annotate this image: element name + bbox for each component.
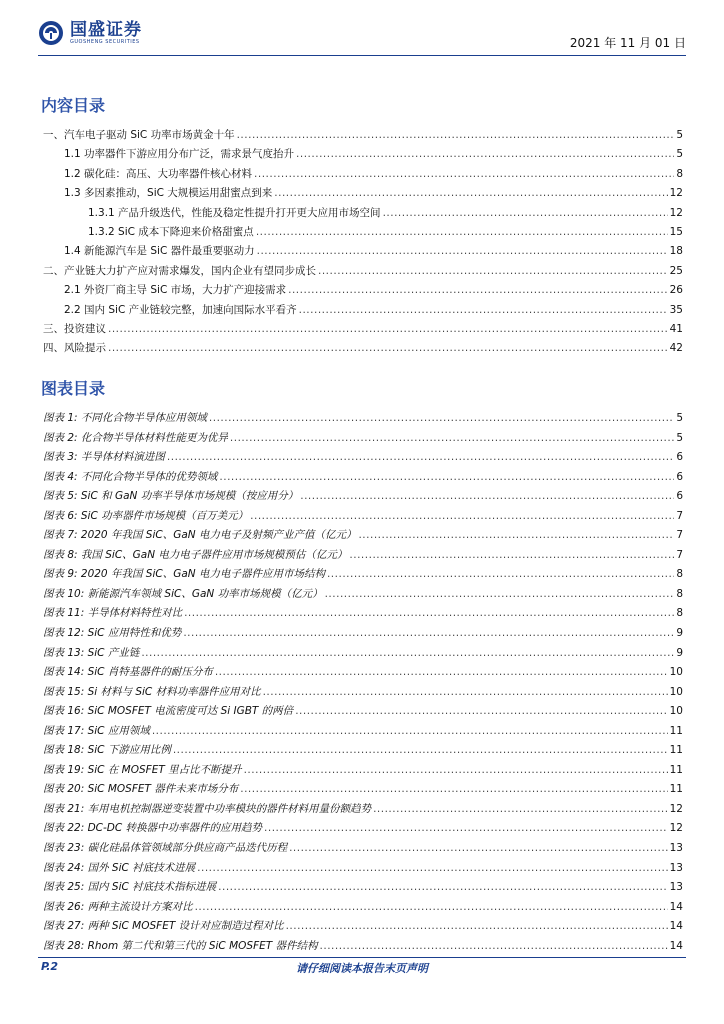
figure-entry[interactable] — [41, 507, 683, 527]
leader-dots — [288, 281, 668, 300]
figure-entry-page: 7 — [676, 548, 683, 561]
brand-name-cn: 国盛证券 — [70, 19, 142, 40]
leader-dots — [289, 839, 668, 859]
figure-entry[interactable] — [41, 859, 683, 879]
figure-entry-page: 10 — [669, 666, 683, 679]
toc-entry-label: 1.3.2 SiC 成本下降迎来价格甜蜜点 — [88, 225, 254, 238]
figure-entry-page: 6 — [676, 451, 683, 464]
leader-dots — [257, 242, 668, 261]
leader-dots — [141, 644, 674, 664]
figure-entry-page: 13 — [669, 881, 683, 894]
leader-dots — [358, 526, 674, 546]
figure-entry[interactable] — [41, 468, 683, 488]
leader-dots — [219, 468, 674, 488]
toc-entry[interactable] — [41, 301, 683, 320]
figure-entry-page: 9 — [676, 627, 683, 640]
page-header — [38, 20, 686, 52]
leader-dots — [383, 204, 668, 223]
toc-entry-label: 二、产业链大力扩产应对需求爆发，国内企业有望同步成长 — [43, 264, 316, 277]
figure-entry[interactable] — [41, 780, 683, 800]
figure-entry-label: 图表 5: SiC 和 GaN 功率半导体市场规模（按应用分） — [43, 490, 299, 503]
figure-entry[interactable] — [41, 429, 683, 449]
figure-entry-label: 图表 25: 国内 SiC 衬底技术指标进展 — [43, 881, 217, 894]
leader-dots — [184, 604, 674, 624]
toc-entry[interactable] — [41, 281, 683, 300]
leader-dots — [237, 126, 675, 145]
figure-entry-page: 12 — [669, 802, 683, 815]
figure-entry-page: 5 — [676, 431, 683, 444]
leader-dots — [300, 487, 674, 507]
figure-entry[interactable] — [41, 722, 683, 742]
leader-dots — [108, 320, 668, 339]
figure-entry[interactable] — [41, 917, 683, 937]
leader-dots — [152, 722, 668, 742]
toc-entry[interactable] — [41, 242, 683, 261]
toc-entry[interactable] — [41, 223, 683, 242]
figure-entry-page: 7 — [676, 529, 683, 542]
figure-entry-page: 11 — [669, 783, 683, 796]
figure-entry[interactable] — [41, 487, 683, 507]
toc-entry-page: 41 — [669, 322, 683, 335]
figure-entry[interactable] — [41, 585, 683, 605]
figure-entry-label: 图表 13: SiC 产业链 — [43, 646, 140, 659]
figure-list — [41, 409, 683, 956]
leader-dots — [173, 741, 668, 761]
leader-dots — [373, 800, 668, 820]
brand-logo — [38, 20, 142, 46]
toc-entry-label: 2.1 外资厂商主导 SiC 市场，大力扩产迎接需求 — [64, 284, 287, 297]
leader-dots — [254, 165, 674, 184]
leader-dots — [197, 859, 667, 879]
figure-entry-page: 14 — [669, 939, 683, 952]
figure-entry-label: 图表 24: 国外 SiC 衬底技术进展 — [43, 861, 196, 874]
figure-entry[interactable] — [41, 546, 683, 566]
leader-dots — [240, 780, 667, 800]
toc-entry[interactable] — [41, 204, 683, 223]
toc-entry-page: 25 — [669, 264, 683, 277]
figure-entry-page: 5 — [676, 412, 683, 424]
figure-entry[interactable] — [41, 604, 683, 624]
leader-dots — [167, 448, 674, 468]
figure-entry-page: 8 — [676, 607, 683, 620]
figure-entry-label: 图表 3: 半导体材料演进图 — [43, 451, 165, 464]
leader-dots — [320, 937, 668, 957]
toc-entry[interactable] — [41, 145, 683, 164]
figure-entry[interactable] — [41, 409, 683, 429]
leader-dots — [264, 819, 668, 839]
leader-dots — [325, 585, 675, 605]
toc-entry[interactable] — [41, 126, 683, 145]
figure-entry-label: 图表 8: 我国 SiC、GaN 电力电子器件应用市场规模预估（亿元） — [43, 548, 348, 561]
toc-entry-label: 四、风险提示 — [43, 342, 106, 355]
figure-entry-page: 13 — [669, 842, 683, 855]
figure-entry-label: 图表 10: 新能源汽车领域 SiC、GaN 功率市场规模（亿元） — [43, 587, 323, 600]
figure-entry-label: 图表 23: 碳化硅晶体管领域部分供应商产品迭代历程 — [43, 842, 288, 855]
figure-entry-label: 图表 19: SiC 在 MOSFET 里占比不断提升 — [43, 763, 242, 776]
leader-dots — [349, 546, 674, 566]
page-footer — [41, 960, 683, 978]
toc-entry-page: 18 — [669, 245, 683, 258]
figure-entry[interactable] — [41, 898, 683, 918]
toc-entry-page: 12 — [669, 206, 683, 219]
toc-entry-page: 8 — [676, 167, 683, 180]
leader-dots — [230, 429, 674, 449]
figure-entry-page: 11 — [669, 763, 683, 776]
figure-entry-page: 8 — [676, 587, 683, 600]
figure-entry-label: 图表 17: SiC 应用领域 — [43, 724, 150, 737]
toc-entry-label: 一、汽车电子驱动 SiC 功率市场黄金十年 — [43, 129, 235, 141]
figure-entry-page: 8 — [676, 568, 683, 581]
figure-entry-page: 14 — [669, 900, 683, 913]
figure-entry-page: 10 — [669, 685, 683, 698]
toc-entry-page: 12 — [669, 187, 683, 200]
figure-list-title: 图表目录 — [41, 379, 106, 398]
toc-list — [41, 126, 683, 359]
figure-entry-page: 9 — [676, 646, 683, 659]
leader-dots — [286, 917, 668, 937]
toc-entry[interactable] — [41, 262, 683, 281]
figure-entry-page: 12 — [669, 822, 683, 835]
toc-entry-label: 三、投资建议 — [43, 322, 106, 335]
figure-entry-label: 图表 1: 不同化合物半导体应用领域 — [43, 412, 207, 424]
leader-dots — [327, 565, 674, 585]
toc-entry[interactable] — [41, 165, 683, 184]
leader-dots — [299, 301, 668, 320]
toc-entry-page: 5 — [676, 148, 683, 161]
figure-entry-label: 图表 14: SiC 肖特基器件的耐压分布 — [43, 666, 213, 679]
toc-entry-label: 1.3 多因素推动，SiC 大规模运用甜蜜点到来 — [64, 187, 273, 200]
figure-entry-page: 7 — [676, 509, 683, 522]
brand-name-en: GUOSHENG SECURITIES — [70, 38, 140, 45]
toc-entry[interactable] — [41, 339, 683, 358]
leader-dots — [195, 898, 668, 918]
figure-entry-page: 13 — [669, 861, 683, 874]
leader-dots — [209, 409, 674, 429]
leader-dots — [215, 663, 668, 683]
toc-entry-page: 35 — [669, 303, 683, 316]
figure-entry[interactable] — [41, 565, 683, 585]
toc-entry[interactable] — [41, 184, 683, 203]
figure-entry[interactable] — [41, 741, 683, 761]
logo-icon — [38, 20, 64, 46]
toc-entry-page: 15 — [669, 225, 683, 238]
leader-dots — [256, 223, 668, 242]
figure-entry-label: 图表 28: Rhom 第二代和第三代的 SiC MOSFET 器件结构 — [43, 939, 318, 952]
figure-entry[interactable] — [41, 800, 683, 820]
figure-entry-label: 图表 11: 半导体材料特性对比 — [43, 607, 183, 620]
figure-entry[interactable] — [41, 937, 683, 957]
leader-dots — [108, 339, 668, 358]
leader-dots — [218, 878, 667, 898]
figure-entry[interactable] — [41, 819, 683, 839]
figure-entry-label: 图表 12: SiC 应用特性和优势 — [43, 627, 182, 640]
figure-entry-page: 6 — [676, 490, 683, 503]
figure-entry-label: 图表 27: 两种 SiC MOSFET 设计对应制造过程对比 — [43, 920, 284, 933]
figure-entry-label: 图表 4: 不同化合物半导体的优势领域 — [43, 470, 218, 483]
toc-entry-page: 26 — [669, 284, 683, 297]
figure-entry[interactable] — [41, 839, 683, 859]
figure-entry-label: 图表 9: 2020 年我国 SiC、GaN 电力电子器件应用市场结构 — [43, 568, 325, 581]
figure-entry-page: 11 — [669, 744, 683, 757]
figure-entry-page: 6 — [676, 470, 683, 483]
figure-entry-label: 图表 2: 化合物半导体材料性能更为优异 — [43, 431, 228, 444]
figure-entry-label: 图表 7: 2020 年我国 SiC、GaN 电力电子及射频产业产值（亿元） — [43, 529, 357, 542]
figure-entry-label: 图表 20: SiC MOSFET 器件未来市场分布 — [43, 783, 239, 796]
header-divider — [38, 55, 686, 56]
toc-entry-label: 1.1 功率器件下游应用分布广泛，需求景气度抬升 — [64, 148, 295, 161]
footer-divider — [38, 957, 686, 958]
leader-dots — [250, 507, 674, 527]
figure-entry-label: 图表 21: 车用电机控制器逆变装置中功率模块的器件材料用量份额趋势 — [43, 802, 372, 815]
figure-entry-page: 11 — [669, 724, 683, 737]
figure-entry-label: 图表 22: DC-DC 转换器中功率器件的应用趋势 — [43, 822, 263, 835]
figure-entry-label: 图表 26: 两种主流设计方案对比 — [43, 900, 193, 913]
leader-dots — [263, 683, 668, 703]
figure-entry[interactable] — [41, 702, 683, 722]
leader-dots — [318, 262, 668, 281]
leader-dots — [274, 184, 667, 203]
figure-entry[interactable] — [41, 448, 683, 468]
figure-entry[interactable] — [41, 683, 683, 703]
toc-entry[interactable] — [41, 320, 683, 339]
leader-dots — [183, 624, 674, 644]
figure-entry-page: 10 — [669, 705, 683, 718]
toc-entry-label: 1.2 碳化硅：高压、大功率器件核心材料 — [64, 167, 253, 180]
figure-entry-label: 图表 15: Si 材料与 SiC 材料功率器件应用对比 — [43, 685, 261, 698]
figure-entry[interactable] — [41, 526, 683, 546]
figure-entry-page: 14 — [669, 920, 683, 933]
figure-entry-label: 图表 18: SiC 下游应用比例 — [43, 744, 171, 757]
leader-dots — [244, 761, 668, 781]
leader-dots — [296, 145, 674, 164]
figure-entry-label: 图表 6: SiC 功率器件市场规模（百万美元） — [43, 509, 249, 522]
disclaimer: 请仔细阅读本报告末页声明 — [296, 962, 428, 975]
figure-entry[interactable] — [41, 761, 683, 781]
figure-entry[interactable] — [41, 878, 683, 898]
figure-entry-label: 图表 16: SiC MOSFET 电流密度可达 Si IGBT 的两倍 — [43, 705, 294, 718]
page-number: P.2 — [41, 960, 59, 973]
figure-entry[interactable] — [41, 663, 683, 683]
leader-dots — [295, 702, 667, 722]
toc-entry-page: 5 — [676, 129, 683, 141]
toc-entry-page: 42 — [669, 342, 683, 355]
toc-entry-label: 2.2 国内 SiC 产业链较完整，加速向国际水平看齐 — [64, 303, 297, 316]
report-date: 2021 年 11 月 01 日 — [569, 36, 686, 50]
toc-entry-label: 1.4 新能源汽车是 SiC 器件最重要驱动力 — [64, 245, 255, 258]
toc-title: 内容目录 — [41, 96, 106, 115]
figure-entry[interactable] — [41, 624, 683, 644]
figure-entry[interactable] — [41, 644, 683, 664]
toc-entry-label: 1.3.1 产品升级迭代，性能及稳定性提升打开更大应用市场空间 — [88, 206, 381, 219]
